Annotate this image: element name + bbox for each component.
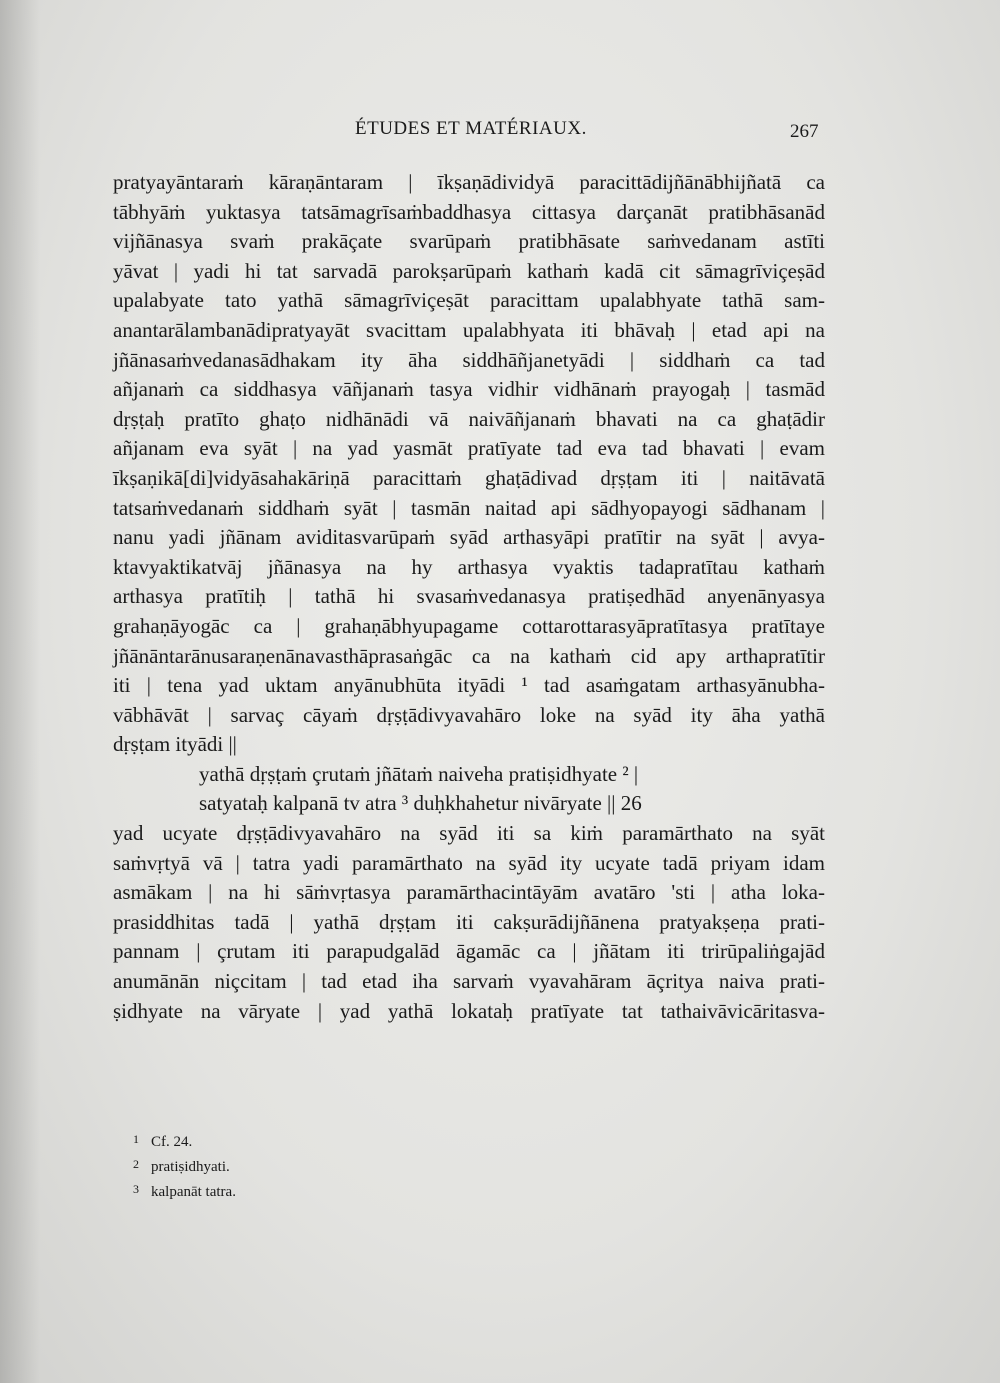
footnote-mark: 2 — [133, 1157, 139, 1171]
text-line: dṛṣṭam ityādi || — [113, 732, 237, 757]
body-text — [113, 168, 825, 1026]
page-number: 267 — [790, 121, 819, 142]
text-line: ṣidhyate na vāryate | yad yathā lokataḥ pratīyate tat tathaivāvicāritasva- — [113, 998, 825, 1023]
text-line: arthasya pratītiḥ | tathā hi svasaṁvedanasya pratiṣedhād anyenānyasya — [113, 584, 825, 609]
text-line: vijñānasya svaṁ prakāçate svarūpaṁ pratibhāsate saṁvedanam astīti — [113, 229, 825, 254]
text-line: ktavyaktikatvāj jñānasya na hy arthasya vyaktis tadapratītau kathaṁ — [113, 554, 825, 579]
text-line: prasiddhitas tadā | yathā dṛṣṭam iti cakṣurādijñānena pratyakṣeṇa prati- — [113, 909, 825, 934]
text-line: añjanam eva syāt | na yad yasmāt pratīyate tad eva tad bhavati | evam — [113, 436, 825, 461]
footnote-mark: 1 — [133, 1132, 139, 1146]
text-line: yāvat | yadi hi tat sarvadā parokṣarūpaṁ kathaṁ kadā cit sāmagrīviçeṣād — [113, 258, 825, 283]
text-line: īkṣaṇikā[di]vidyāsahakāriṇā paracittaṁ ghaṭādivad dṛṣṭam iti | naitāvatā — [113, 465, 825, 490]
text-line: iti | tena yad uktam anyānubhūta ityādi ¹ tad asaṁgatam arthasyānubha- — [113, 673, 825, 698]
text-line: upalabyate tato yathā sāmagrīviçeṣāt paracittam upalabhyate tathā sam- — [113, 288, 825, 313]
text-line: anumānān niçcitam | tad etad iha sarvaṁ vyavahāram āçritya naiva prati- — [113, 969, 825, 994]
running-title: ÉTUDES ET MATÉRIAUX. — [355, 118, 587, 139]
text-line: tatsaṁvedanaṁ siddhaṁ syāt | tasmān naitad api sādhyopayogi sādhanam | — [113, 495, 825, 520]
verse-line: satyataḥ kalpanā tv atra ³ duḥkhahetur nivāryate || 26 — [199, 791, 642, 816]
text-line: pratyayāntaraṁ kāraṇāntaram | īkṣaṇādividyā paracittādijñānābhijñatā ca — [113, 170, 825, 194]
footnotes — [133, 1128, 236, 1203]
text-line: jñānāntarānusaraṇenānavasthāprasaṅgāc ca na kathaṁ cid apy arthapratītir — [113, 643, 825, 668]
footnote-text: kalpanāt tatra. — [151, 1184, 236, 1200]
text-line: saṁvṛtyā vā | tatra yadi paramārthato na syād ity ucyate tadā priyam idam — [113, 850, 825, 875]
page-gutter-shadow — [0, 0, 40, 1383]
text-line: asmākam | na hi sāṁvṛtasya paramārthacintāyām avatāro 'sti | atha loka- — [113, 880, 825, 905]
footnote-text: Cf. 24. — [151, 1134, 193, 1150]
text-line: añjanaṁ ca siddhasya vāñjanaṁ tasya vidhir vidhānaṁ prayogaḥ | tasmād — [113, 377, 825, 402]
text-line: dṛṣṭaḥ pratīto ghaṭo nidhānādi vā naivāñjanaṁ bhavati na ca ghaṭādir — [113, 406, 825, 431]
verse-line: yathā dṛṣṭaṁ çrutaṁ jñātaṁ naiveha pratiṣidhyate ² | — [199, 761, 639, 786]
text-line: tābhyāṁ yuktasya tatsāmagrīsaṁbaddhasya cittasya darçanāt pratibhāsanād — [113, 199, 825, 224]
footnote — [133, 1178, 236, 1203]
text-line: anantarālambanādipratyayāt svacittam upalabhyata iti bhāvaḥ | etad api na — [113, 317, 825, 342]
text-line: nanu yadi jñānam aviditasvarūpaṁ syād arthasyāpi pratītir na syāt | avya- — [113, 525, 825, 550]
footnote-mark: 3 — [133, 1182, 139, 1196]
text-line: vābhāvāt | sarvaç cāyaṁ dṛṣṭādivyavahāro loke na syād ity āha yathā — [113, 702, 825, 727]
footnote — [133, 1153, 236, 1178]
text-line: grahaṇāyogāc ca | grahaṇābhyupagame cottarottarasyāpratītasya pratītaye — [113, 613, 825, 638]
footnote — [133, 1128, 236, 1153]
text-line: yad ucyate dṛṣṭādivyavahāro na syād iti sa kiṁ paramārthato na syāt — [113, 821, 825, 846]
footnote-text: pratiṣidhyati. — [151, 1159, 230, 1175]
text-line: pannam | çrutam iti parapudgalād āgamāc ca | jñātam iti trirūpaliṅgajād — [113, 939, 825, 964]
text-line: jñānasaṁvedanasādhakam ity āha siddhāñjanetyādi | siddhaṁ ca tad — [113, 347, 825, 372]
